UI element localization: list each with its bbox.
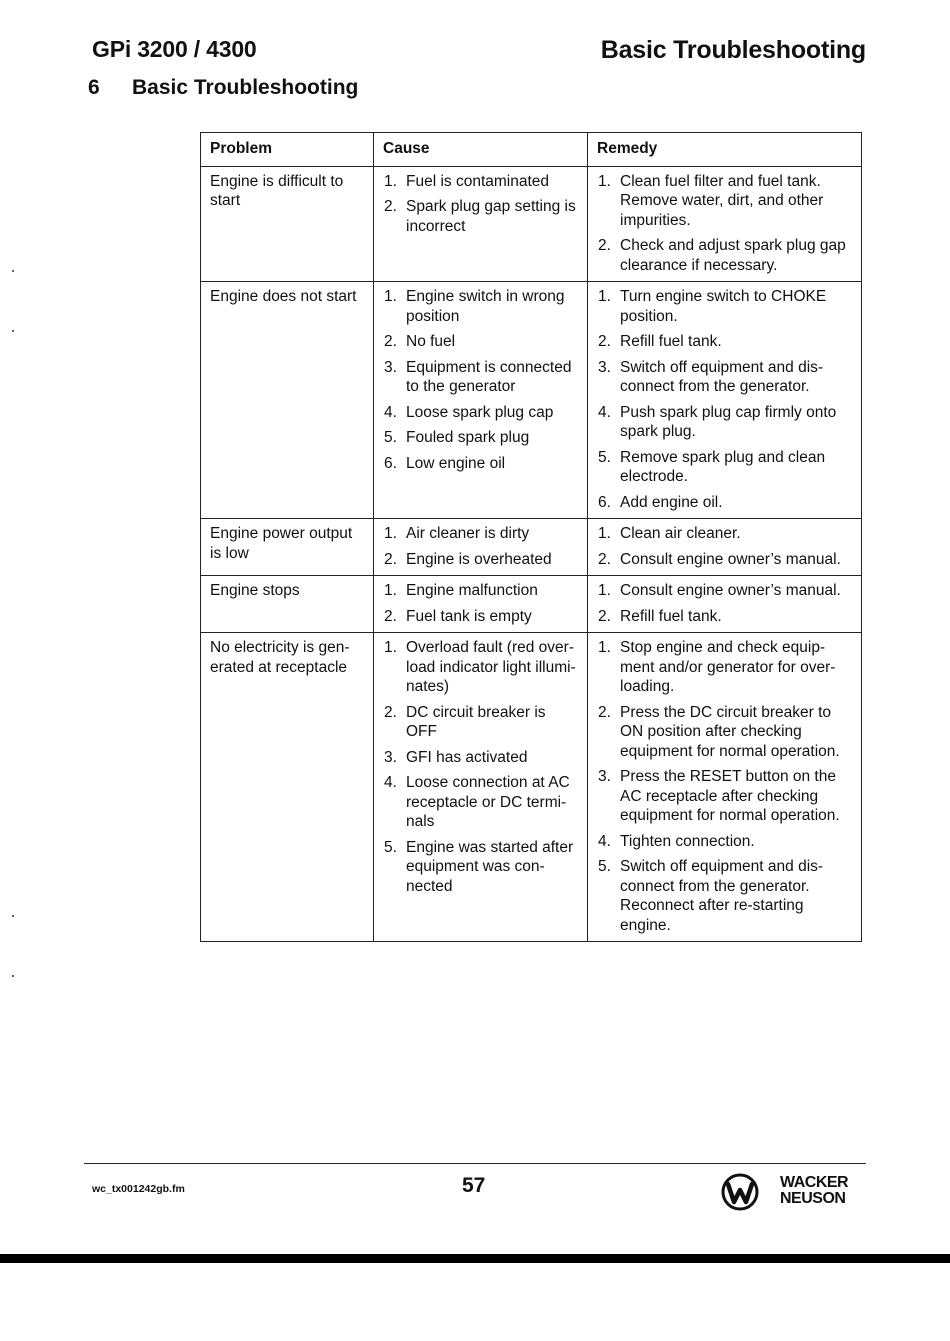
scan-speck [12, 330, 14, 332]
item-text: Fouled spark plug [406, 429, 530, 446]
item-number: 1. [598, 582, 611, 599]
scan-speck [12, 915, 14, 917]
item-text: Check and adjust spark plug gap clearance if necessary. [620, 237, 846, 274]
item-number: 6. [598, 493, 611, 511]
item-text: No fuel [406, 333, 456, 350]
item-number: 1. [598, 288, 611, 305]
item-number: 1. [598, 639, 611, 656]
item-number: 2. [598, 607, 611, 625]
remedy-item [597, 581, 853, 601]
remedy-list [597, 524, 853, 569]
remedy-item [597, 767, 853, 826]
item-number: 4. [384, 774, 397, 791]
remedy-item [597, 607, 853, 627]
item-number: 5. [598, 858, 611, 875]
section-title [88, 76, 358, 100]
table-body [201, 166, 862, 942]
item-text: Engine is overheated [406, 550, 552, 568]
header-chapter-title: Basic Troubleshooting [600, 36, 866, 64]
item-number: 3. [598, 358, 611, 376]
cause-list [383, 638, 579, 896]
footer-file-name: wc_tx001242gb.fm [92, 1183, 185, 1195]
item-text: Refill fuel tank. [620, 333, 722, 350]
item-number: 2. [598, 237, 611, 254]
item-text: Add engine oil. [620, 493, 723, 511]
table-header-row [201, 133, 862, 167]
remedy-item [597, 857, 853, 935]
item-number: 4. [598, 403, 611, 421]
cause-item [383, 454, 579, 474]
item-text: Fuel tank is empty [406, 607, 532, 625]
cause-item [383, 581, 579, 601]
brand-logo [718, 1170, 868, 1212]
remedy-list [597, 638, 853, 935]
section-number: 6 [88, 76, 100, 99]
remedy-cell [588, 166, 862, 282]
item-text: Tighten connection. [620, 832, 755, 850]
cause-item [383, 403, 579, 423]
remedy-item [597, 358, 853, 397]
table-row [201, 519, 862, 576]
problem-cell: Engine power output is low [201, 519, 374, 576]
item-number: 1. [384, 582, 397, 599]
cause-item [383, 172, 579, 192]
item-text: Fuel is contaminated [406, 172, 550, 190]
section-title-text: Basic Troubleshooting [132, 76, 359, 99]
problem-cell: Engine does not start [201, 282, 374, 519]
item-number: 2. [384, 607, 397, 625]
problem-cell: No electricity is gen-erated at receptacle [201, 633, 374, 942]
item-text: Air cleaner is dirty [406, 525, 530, 542]
item-number: 3. [384, 358, 397, 376]
cause-item [383, 550, 579, 570]
item-number: 2. [384, 198, 397, 215]
remedy-item [597, 236, 853, 275]
problem-cell: Engine stops [201, 576, 374, 633]
item-number: 1. [384, 639, 397, 656]
item-text: Low engine oil [406, 454, 506, 472]
item-text: Turn engine switch to CHOKE position. [620, 288, 827, 325]
item-number: 2. [598, 333, 611, 350]
item-number: 1. [384, 525, 397, 542]
cause-list [383, 172, 579, 237]
remedy-list [597, 172, 853, 276]
remedy-item [597, 493, 853, 513]
problem-cell: Engine is difficult to start [201, 166, 374, 282]
cause-item [383, 358, 579, 397]
item-text: Clean fuel filter and fuel tank. Remove water, dirt, and other impurities. [620, 172, 824, 229]
item-number: 3. [598, 768, 611, 785]
item-text: Consult engine owner’s manual. [620, 550, 841, 568]
cause-item [383, 773, 579, 832]
item-number: 1. [598, 525, 611, 542]
item-number: 1. [598, 172, 611, 190]
scan-speck [12, 975, 14, 977]
item-text: Equipment is connected to the generator [406, 358, 572, 395]
header-model: GPi 3200 / 4300 [92, 36, 257, 62]
remedy-item [597, 550, 853, 570]
item-text: Loose connection at AC receptacle or DC termi-nals [406, 774, 570, 830]
table-row [201, 633, 862, 942]
cause-list [383, 287, 579, 473]
cause-item [383, 332, 579, 352]
item-text: Push spark plug cap firmly onto spark plug. [620, 403, 837, 440]
remedy-item [597, 524, 853, 544]
remedy-item [597, 287, 853, 326]
item-text: Engine malfunction [406, 582, 538, 599]
table-row [201, 166, 862, 282]
item-number: 2. [598, 703, 611, 721]
cause-item [383, 524, 579, 544]
scan-speck [12, 270, 14, 272]
item-text: DC circuit breaker is OFF [406, 703, 546, 740]
remedy-item [597, 638, 853, 697]
remedy-list [597, 287, 853, 512]
remedy-cell [588, 633, 862, 942]
item-text: Spark plug gap setting is incorrect [406, 198, 576, 235]
item-number: 3. [384, 748, 397, 766]
remedy-item [597, 448, 853, 487]
item-text: Overload fault (red over-load indicator light illumi-nates) [406, 639, 576, 695]
page-number: 57 [462, 1174, 486, 1197]
cause-item [383, 287, 579, 326]
remedy-item [597, 832, 853, 852]
cause-item [383, 838, 579, 897]
column-header-remedy: Remedy [588, 133, 862, 167]
remedy-cell [588, 576, 862, 633]
table-row [201, 576, 862, 633]
remedy-cell [588, 519, 862, 576]
troubleshooting-table [200, 132, 862, 942]
item-text: Switch off equipment and dis-connect from the generator. [620, 358, 824, 395]
item-number: 1. [384, 288, 397, 305]
table-row [201, 282, 862, 519]
item-number: 5. [384, 838, 397, 856]
item-number: 5. [598, 448, 611, 466]
remedy-item [597, 403, 853, 442]
column-header-problem: Problem [201, 133, 374, 167]
item-text: Loose spark plug cap [406, 403, 554, 421]
column-header-cause: Cause [374, 133, 588, 167]
brand-line-1: WACKER [780, 1174, 849, 1191]
item-text: Clean air cleaner. [620, 525, 741, 542]
item-text: Press the RESET button on the AC receptacle after checking equipment for normal operation. [620, 768, 840, 824]
remedy-item [597, 172, 853, 231]
cause-item [383, 703, 579, 742]
cause-item [383, 638, 579, 697]
remedy-item [597, 703, 853, 762]
cause-item [383, 607, 579, 627]
item-number: 6. [384, 454, 397, 472]
item-text: Press the DC circuit breaker to ON position after checking equipment for normal operation. [620, 703, 840, 760]
page-bottom-bar [0, 1254, 950, 1263]
item-text: Stop engine and check equip-ment and/or generator for over-loading. [620, 639, 836, 695]
item-number: 2. [384, 703, 397, 721]
item-text: Refill fuel tank. [620, 607, 722, 625]
item-number: 4. [598, 832, 611, 850]
cause-cell [374, 282, 588, 519]
cause-cell [374, 633, 588, 942]
item-text: Consult engine owner’s manual. [620, 582, 841, 599]
remedy-item [597, 332, 853, 352]
brand-name [780, 1175, 848, 1207]
item-number: 5. [384, 429, 397, 446]
item-text: Engine was started after equipment was con-nected [406, 838, 574, 895]
item-text: GFI has activated [406, 748, 528, 766]
item-text: Remove spark plug and clean electrode. [620, 448, 826, 485]
item-number: 2. [384, 550, 397, 568]
item-number: 4. [384, 403, 397, 421]
cause-cell [374, 576, 588, 633]
item-number: 2. [598, 550, 611, 568]
remedy-cell [588, 282, 862, 519]
cause-item [383, 197, 579, 236]
cause-item [383, 748, 579, 768]
brand-line-2: NEUSON [780, 1190, 846, 1207]
cause-cell [374, 519, 588, 576]
cause-list [383, 581, 579, 626]
item-number: 2. [384, 333, 397, 350]
cause-cell [374, 166, 588, 282]
remedy-list [597, 581, 853, 626]
cause-item [383, 428, 579, 448]
item-text: Engine switch in wrong position [406, 288, 565, 325]
wacker-neuson-w-logo-icon [720, 1172, 760, 1212]
cause-list [383, 524, 579, 569]
item-number: 1. [384, 172, 397, 190]
footer-rule [84, 1163, 866, 1164]
item-text: Switch off equipment and dis-connect from the generator. Reconnect after re-starting engine. [620, 858, 824, 934]
